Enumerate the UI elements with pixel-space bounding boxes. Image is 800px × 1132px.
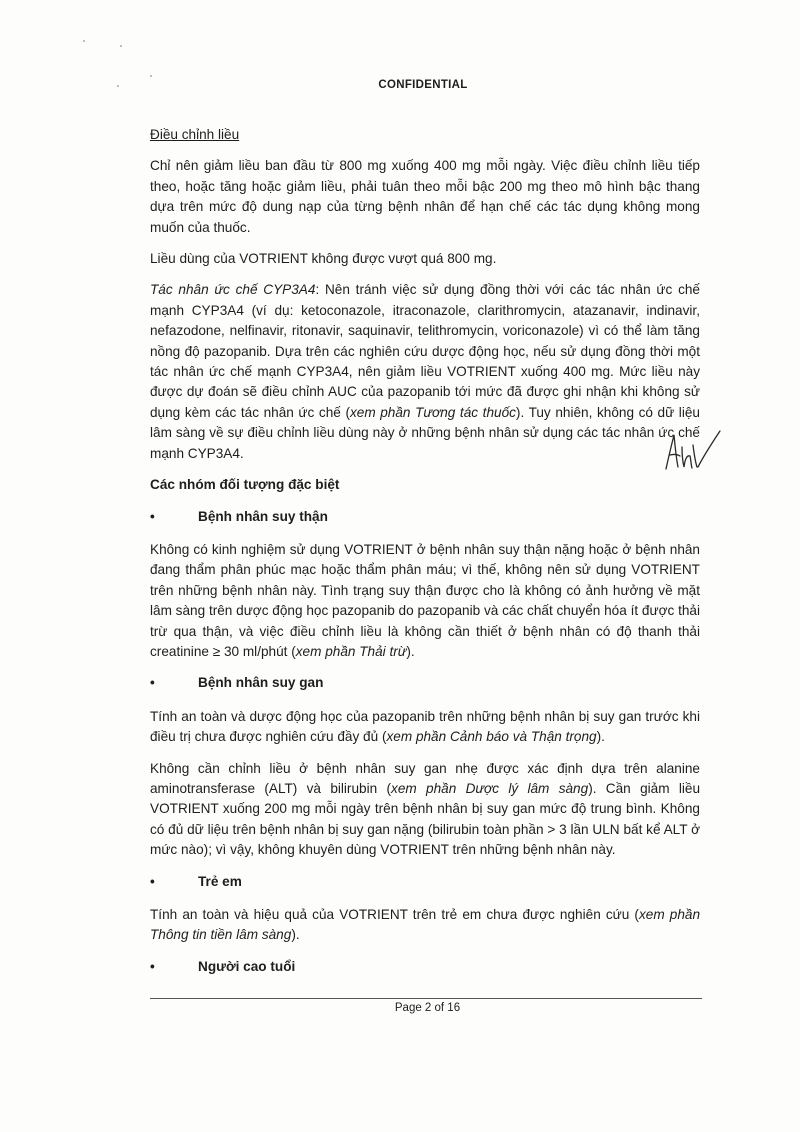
cyp3a4-tail: ). Tuy nhiên, không có dữ liệu lâm sàng về sự điều chỉnh liều dùng này ở những bệnh nhân sử dụng các tác nhân ức chế mạnh CYP3A4. [150, 404, 700, 461]
hepatic-paragraph-2 [150, 759, 700, 861]
children-body: Tính an toàn và hiệu quả của VOTRIENT trên trẻ em chưa được nghiên cứu ( [150, 907, 639, 922]
hepatic-p2-tail: ). Cần giảm liều VOTRIENT xuống 200 mg mỗi ngày trên bệnh nhân bị suy gan mức độ trung bình. Không có đủ dữ liệu trên bệnh nhân bị suy gan nặng (bilirubin toàn phần > 3 lần ULN bất kể ALT ở mức nào); vì vậy, không khuyên dùng VOTRIENT trên những bệnh nhân này. [150, 780, 701, 858]
hepatic-p2-body: Không cần chỉnh liều ở bệnh nhân suy gan nhẹ được xác định dựa trên alanine aminotransferase (ALT) và bilirubin ( [150, 760, 700, 796]
handwritten-signature-icon [662, 425, 722, 475]
bullet-icon: • [150, 508, 155, 524]
scan-speck [150, 75, 152, 77]
children-reference: xem phần Thông tin tiền lâm sàng [150, 907, 701, 943]
document-body [150, 125, 700, 990]
confidential-header: CONFIDENTIAL [378, 79, 468, 91]
cyp3a4-paragraph [150, 280, 700, 464]
bullet-icon: • [150, 958, 155, 974]
page-number: Page 2 of 16 [394, 1002, 461, 1014]
renal-tail: ). [406, 643, 415, 659]
children-heading [150, 872, 700, 892]
renal-heading [150, 507, 700, 527]
renal-paragraph [150, 540, 700, 662]
hepatic-p1-reference: xem phần Cảnh báo và Thận trọng [386, 729, 597, 745]
hepatic-heading-label: Bệnh nhân suy gan [198, 675, 324, 691]
cyp3a4-reference: xem phần Tương tác thuốc [349, 404, 516, 420]
children-paragraph [150, 905, 700, 946]
renal-reference: xem phần Thải trừ [295, 643, 407, 659]
children-tail: ). [291, 927, 300, 943]
hepatic-paragraph-1 [150, 707, 700, 748]
hepatic-heading [150, 673, 700, 693]
dose-adjustment-paragraph-1: Chỉ nên giảm liều ban đầu từ 800 mg xuống 400 mg mỗi ngày. Việc điều chỉnh liều tiếp theo, hoặc tăng hoặc giảm liều, phải tuân theo mỗi bậc 200 mg theo mô hình bậc thang dựa trên mức độ dung nạp của từng bệnh nhân để hạn chế các tác dụng không mong muốn của thuốc. [150, 158, 700, 235]
dose-adjustment-paragraph-2: Liều dùng của VOTRIENT không được vượt quá 800 mg. [150, 251, 497, 267]
scan-speck [83, 40, 85, 42]
special-groups-title: Các nhóm đối tượng đặc biệt [150, 477, 340, 493]
renal-heading-label: Bệnh nhân suy thận [198, 508, 328, 524]
bullet-icon: • [150, 675, 155, 691]
cyp3a4-lead: Tác nhân ức chế CYP3A4 [150, 282, 316, 298]
hepatic-p1-tail: ). [596, 729, 605, 745]
hepatic-p1-body: Tính an toàn và dược động học của pazopanib trên những bệnh nhân bị suy gan trước khi điều trị chưa được nghiên cứu đầy đủ ( [150, 708, 700, 745]
bullet-icon: • [150, 873, 155, 889]
hepatic-p2-reference: xem phần Dược lý lâm sàng [391, 780, 589, 796]
children-heading-label: Trẻ em [198, 873, 242, 889]
renal-body: Không có kinh nghiệm sử dụng VOTRIENT ở bệnh nhân suy thận nặng hoặc ở bệnh nhân đang thẩm phân phúc mạc hoặc thẩm phân máu; vì thế, không nên sử dụng VOTRIENT trên những bệnh nhân này. Tình trạng suy thận được cho là không có ảnh hưởng về mặt lâm sàng trên dược động học pazopanib do pazopanib và các chất chuyển hóa ít được thải trừ qua thận, và việc điều chỉnh liều là không cần thiết ở bệnh nhân có độ thanh thải creatinine ≥ 30 ml/phút ( [150, 541, 700, 659]
scan-speck [120, 45, 122, 47]
dose-adjustment-title: Điều chỉnh liều [150, 127, 240, 142]
elderly-heading-label: Người cao tuổi [198, 958, 296, 974]
footer-divider [150, 998, 702, 999]
elderly-heading [150, 957, 700, 977]
cyp3a4-body: : Nên tránh việc sử dụng đồng thời với các tác nhân ức chế mạnh CYP3A4 (ví dụ: ketoconazole, itraconazole, clarithromycin, atazanavir, indinavir, nefazodone, nelfinavir, ritonavir, saquinavir, telithromycin, voriconazole) vì có thể làm tăng nồng độ pazopanib. Dựa trên các nghiên cứu dược động học, nếu sử dụng đồng thời một tác nhân ức chế mạnh CYP3A4, nên giảm liều VOTRIENT xuống 400 mg. Mức liều này được dự đoán sẽ điều chỉnh AUC của pazopanib tới mức đã được ghi nhận khi không sử dụng kèm các tác nhân ức chế ( [150, 282, 700, 420]
